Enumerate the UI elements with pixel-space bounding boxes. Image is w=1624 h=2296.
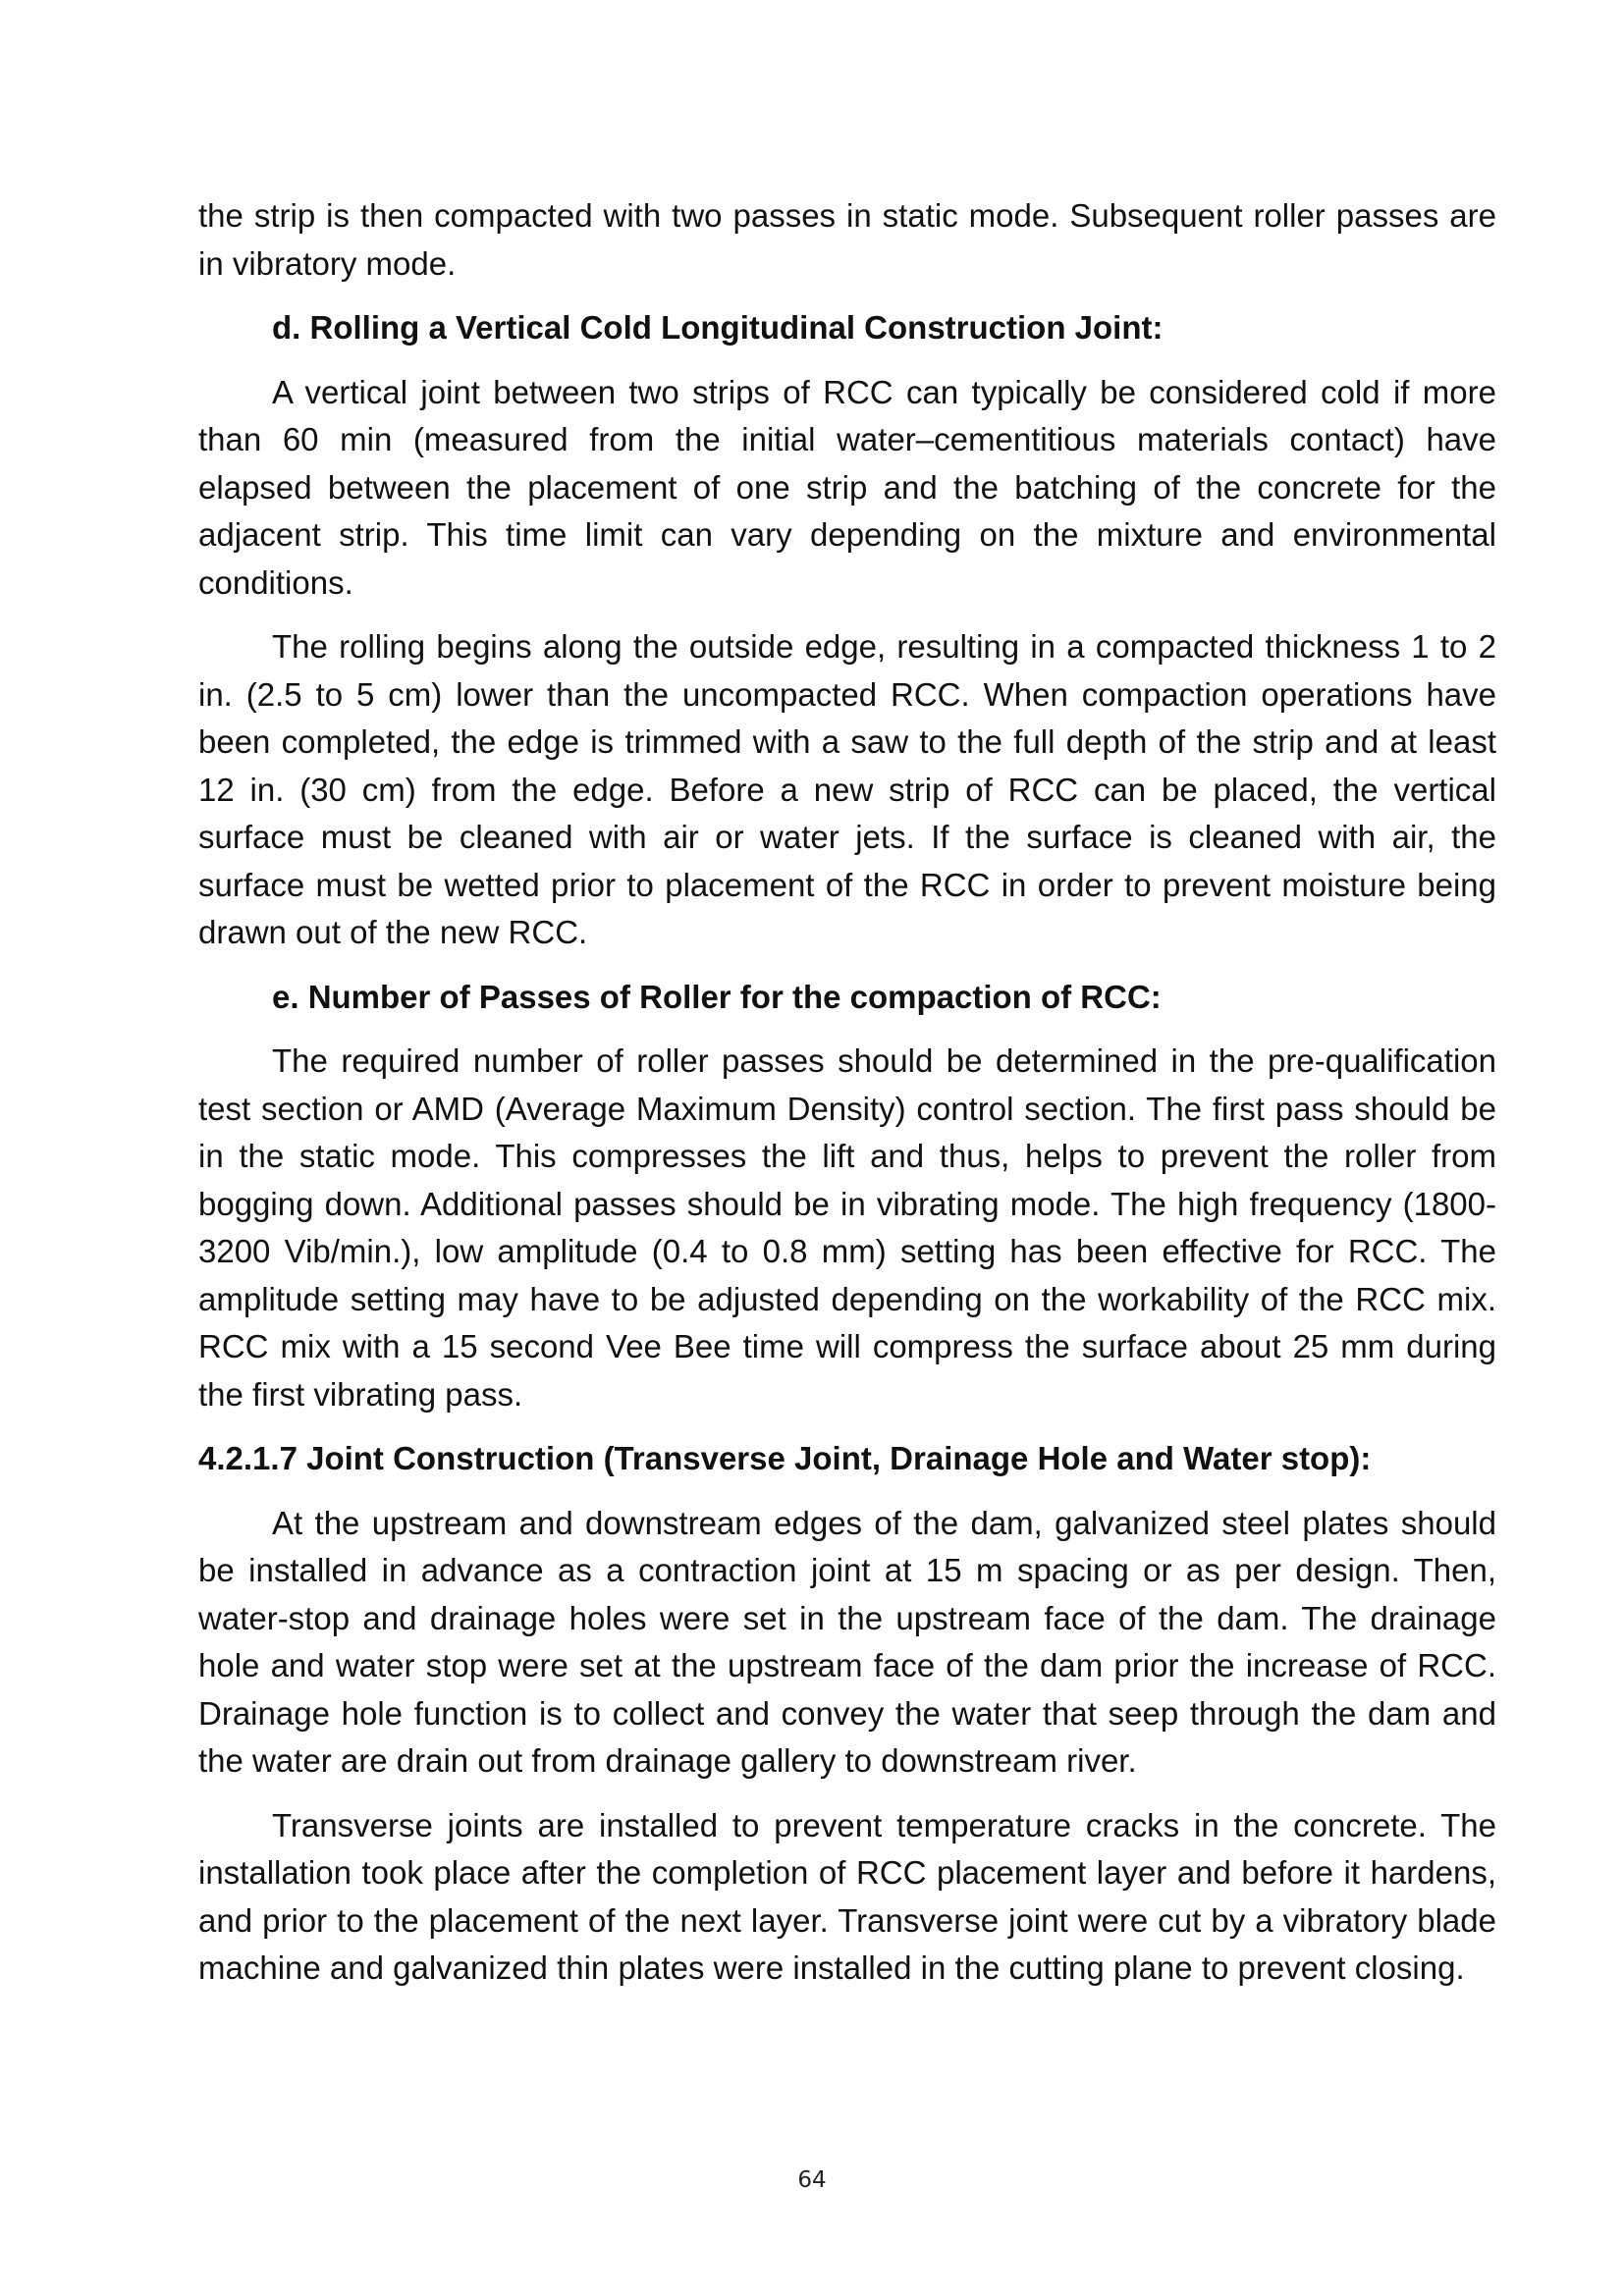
paragraph-cold-joint-definition: A vertical joint between two strips of RCC can typically be considered cold if more than 60 min (measured from the initial water–cementitious materials contact) have elapsed between the placement of one strip and the batching of the concrete for the adjacent strip. This time limit can vary depending on the mixture and environmental conditions. — [198, 373, 1496, 601]
paragraph-contraction-joints: At the upstream and downstream edges of the dam, galvanized steel plates should be installed in advance as a contraction joint at 15 m spacing or as per design. Then, water-stop and drainage holes were set in the upstream face of the dam. The drainage hole and water stop were set at the upstream face of the dam prior the increase of RCC. Drainage hole function is to collect and convey the water that seep through the dam and the water are drain out from drainage gallery to downstream river. — [198, 1504, 1496, 1779]
paragraph-roller-passes: The required number of roller passes should be determined in the pre-qualification test section or AMD (Average Maximum Density) control section. The first pass should be in the static mode. This compresses the lift and thus, helps to prevent the roller from bogging down. Additional passes should be in vibrating mode. The high frequency (1800-3200 Vib/min.), low amplitude (0.4 to 0.8 mm) setting has been effective for RCC. The amplitude setting may have to be adjusted depending on the workability of the RCC mix. RCC mix with a 15 second Vee Bee time will compress the surface about 25 mm during the first vibrating pass. — [198, 1042, 1496, 1413]
page-number: 64 — [797, 2167, 827, 2193]
paragraph-rolling-procedure: The rolling begins along the outside edge, resulting in a compacted thickness 1 to 2 in. (2.5 to 5 cm) lower than the uncompacted RCC. When compaction operations have been completed, the edge is trimmed with a saw to the full depth of the strip and at least 12 in. (30 cm) from the edge. Before a new strip of RCC can be placed, the vertical surface must be cleaned with air or water jets. If the surface is cleaned with air, the surface must be wetted prior to placement of the RCC in order to prevent moisture being drawn out of the new RCC. — [198, 628, 1496, 950]
heading-roller-passes: e. Number of Passes of Roller for the compaction of RCC: — [272, 978, 1162, 1015]
document-page — [198, 192, 1496, 2009]
paragraph-continued: the strip is then compacted with two passes in static mode. Subsequent roller passes are in vibratory mode. — [198, 197, 1496, 282]
heading-rolling-cold-joint: d. Rolling a Vertical Cold Longitudinal Construction Joint: — [272, 309, 1164, 346]
paragraph-transverse-joints: Transverse joints are installed to prevent temperature cracks in the concrete. The installation took place after the completion of RCC placement layer and before it hardens, and prior to the placement of the next layer. Transverse joint were cut by a vibratory blade machine and galvanized thin plates were installed in the cutting plane to prevent closing. — [198, 1806, 1496, 1986]
heading-joint-construction: 4.2.1.7 Joint Construction (Transverse Joint, Drainage Hole and Water stop): — [198, 1440, 1372, 1476]
